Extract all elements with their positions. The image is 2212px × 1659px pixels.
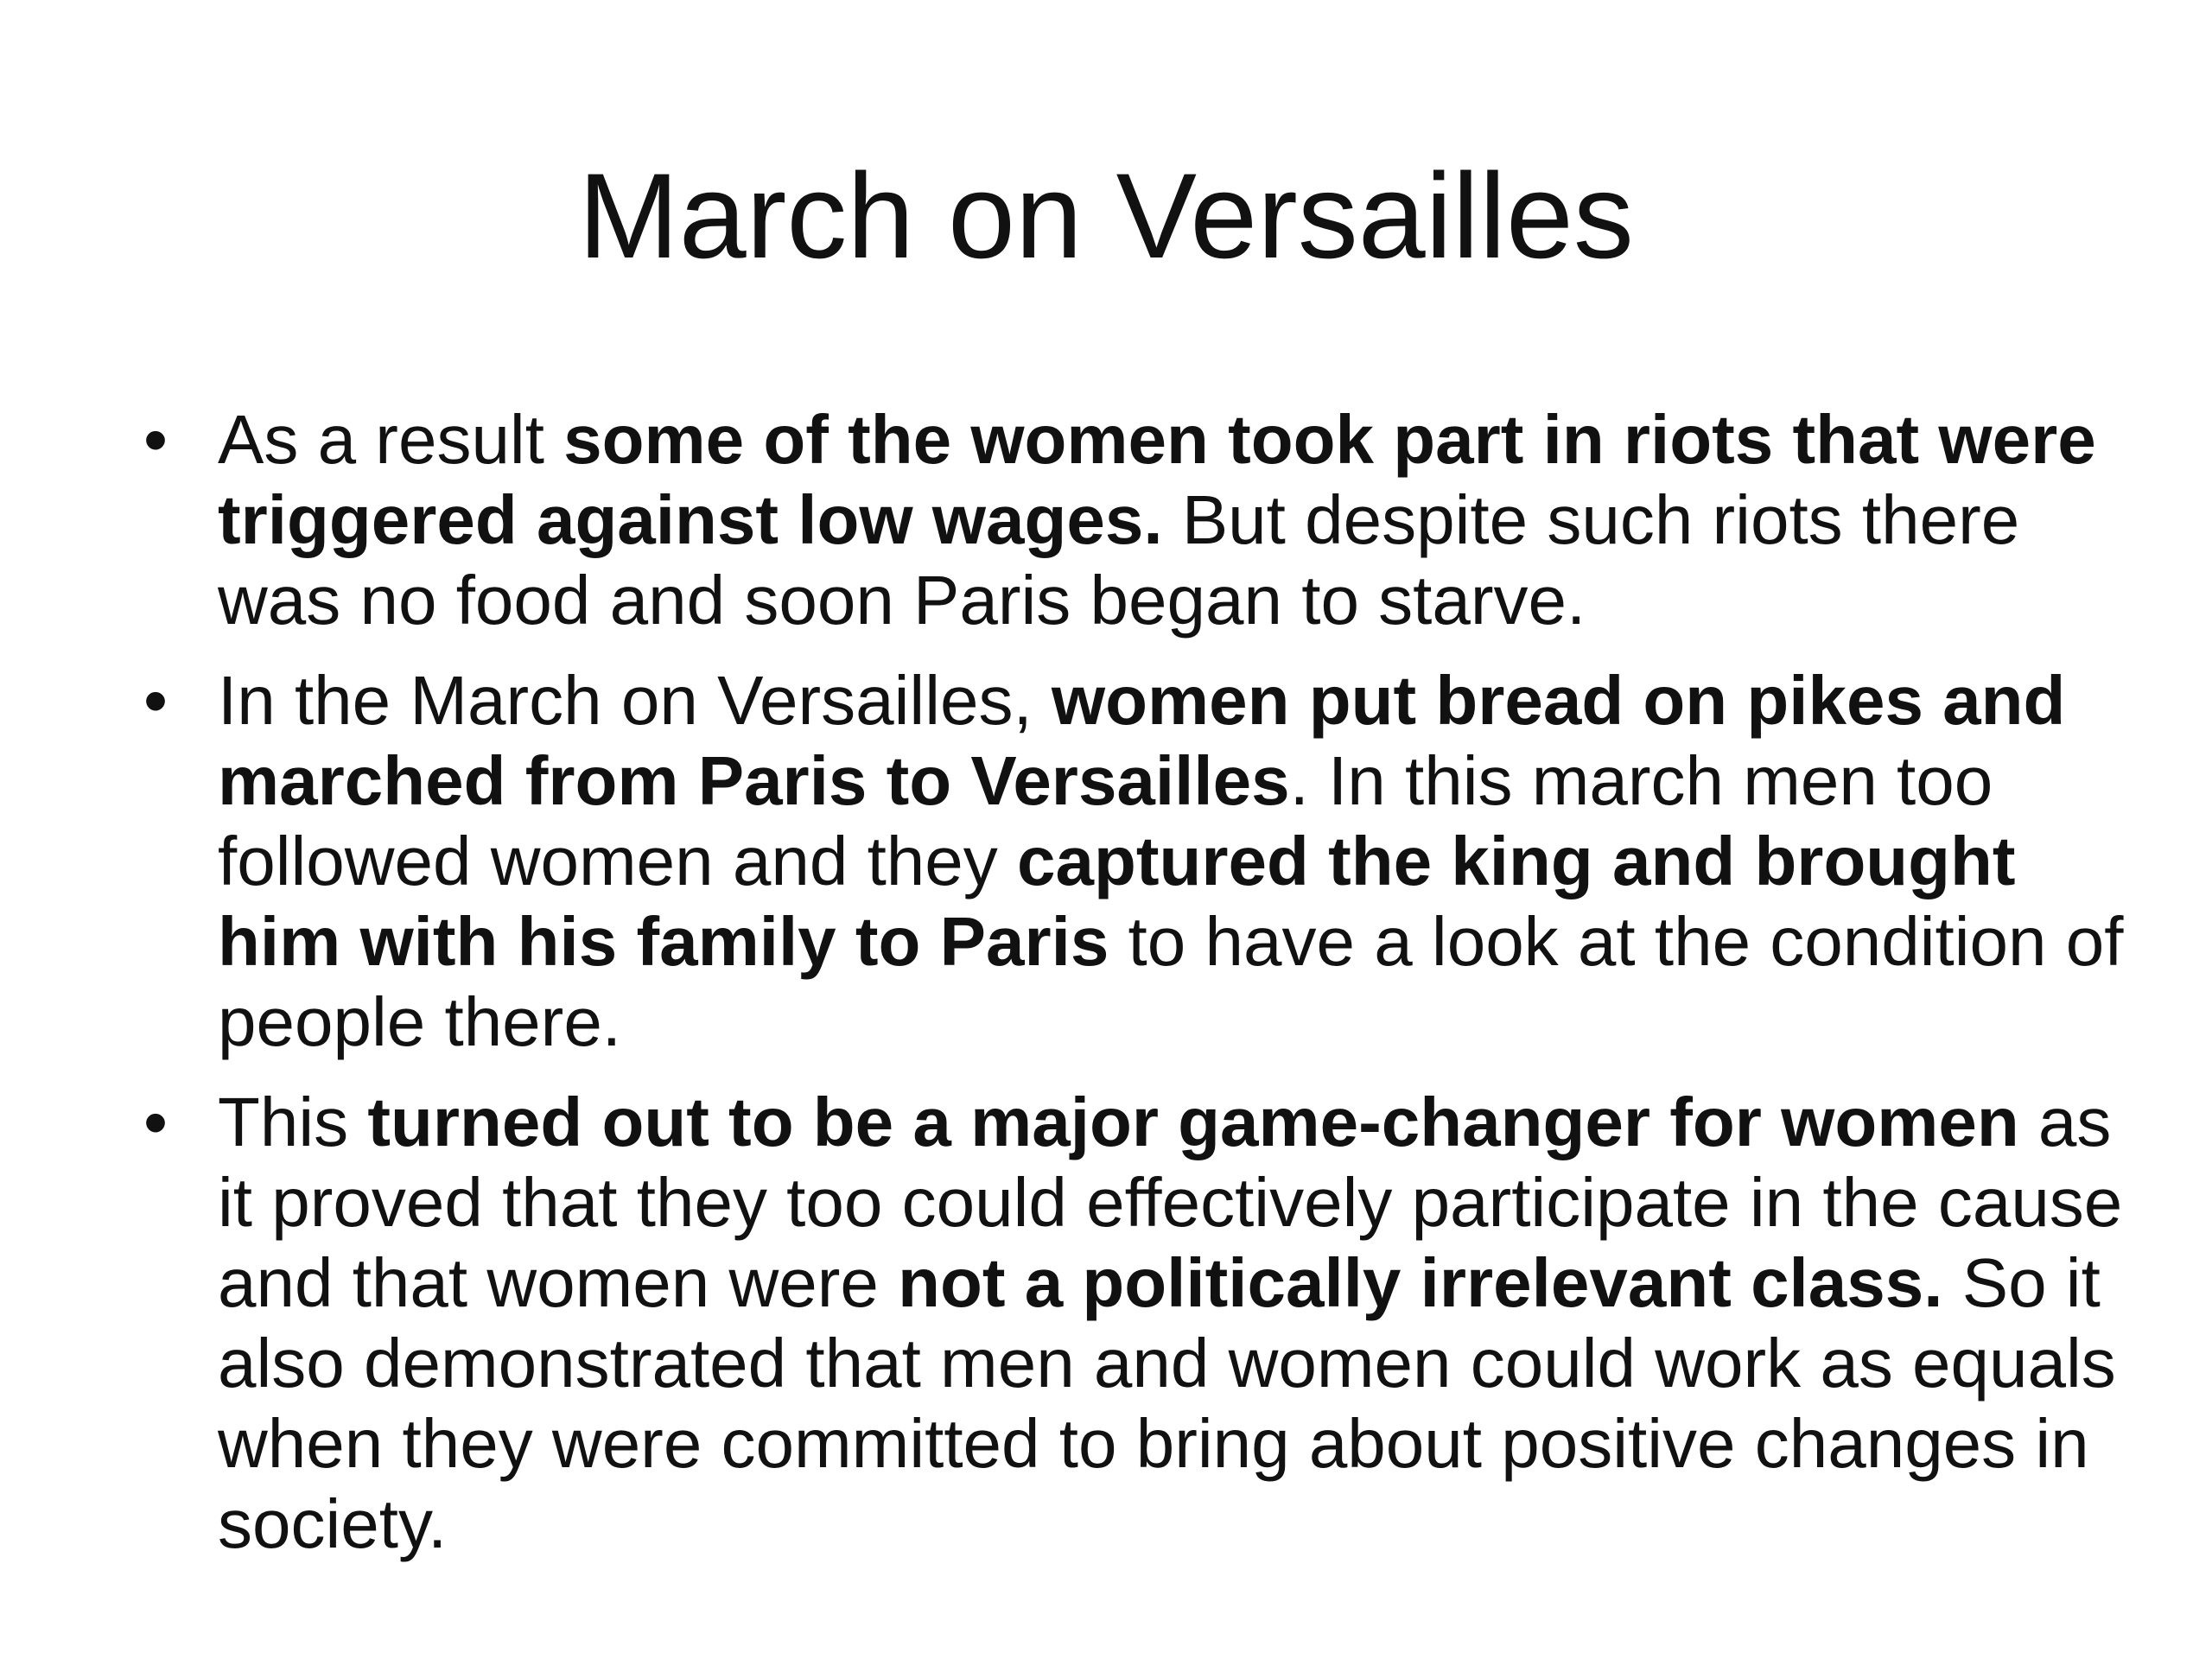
- text-segment: . In this march men too followed women and they: [218, 742, 1993, 899]
- bold-text-segment: turned out to be a major game-changer for women: [367, 1084, 2019, 1160]
- bullet-marker: •: [143, 1084, 168, 1160]
- text-segment: to have a look at the condition of people there.: [218, 903, 2124, 1060]
- text-segment: In the March on Versailles,: [218, 662, 1052, 739]
- slide-title: March on Versailles: [578, 148, 1634, 283]
- bold-text-segment: women put bread on pikes and marched from Paris to Versailles: [218, 662, 2066, 819]
- bold-text-segment: not a politically irrelevant class.: [898, 1244, 1943, 1321]
- bullet-marker: •: [143, 662, 168, 739]
- text-segment: As a result: [218, 401, 564, 478]
- text-segment: This: [218, 1084, 368, 1160]
- bold-text-segment: some of the women took part in riots that were triggered against low wages.: [218, 401, 2096, 558]
- bullet-item-2: [130, 660, 2126, 1062]
- text-segment: So it also demonstrated that men and women could work as equals when they were committed to bring about positive changes in society.: [218, 1244, 2116, 1562]
- bold-text-segment: captured the king and brought him with his family to Paris: [218, 823, 2016, 980]
- bullet-item-3: [130, 1082, 2126, 1564]
- bullet-list: [130, 399, 2126, 1584]
- text-segment: as it proved that they too could effectively participate in the cause and that women were: [218, 1084, 2123, 1321]
- bullet-item-1: [130, 399, 2126, 640]
- text-segment: But despite such riots there was no food and soon Paris began to starve.: [218, 481, 2020, 639]
- bullet-marker: •: [143, 401, 168, 478]
